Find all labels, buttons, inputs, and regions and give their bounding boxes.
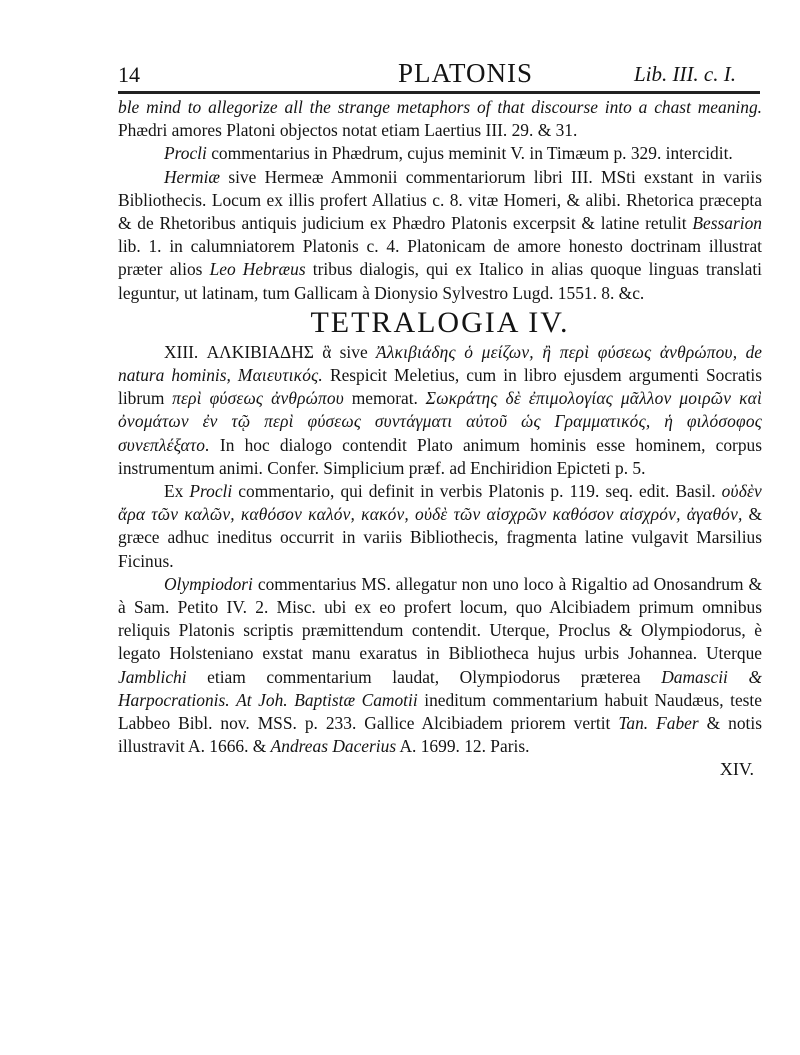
paragraph-text: sive Hermeæ Ammonii commentariorum libri III. MSti exstant in variis Bibliothecis. Locum ex illis profert Allatius c. 8. vitæ Homeri, & alibi. Rhetorica præcepta & de Rhetoribus antiquis judicium ex Phædro Platonis excerpsit & latine retulit <box>118 166 762 234</box>
greek-text: οὐδὲν ἄρα τῶν καλῶν, καθόσον καλόν, κακόν, οὐδὲ τῶν αἰσχρῶν καθόσον αἰσχρόν, ἀγαθόν, <box>118 481 762 525</box>
paragraph-text: & græce adhuc ineditus occurrit in variis Bibliothecis, fragmenta latine vulgavit Marsilius Ficinus. <box>118 504 762 571</box>
author-name: Jamblichi <box>118 666 187 687</box>
paragraph-text: etiam commentarium laudat, Olympiodorus præterea <box>207 666 641 687</box>
paragraph-text: commentarius in Phædrum, cujus meminit V. in Timæum p. 329. intercidit. <box>211 143 733 164</box>
paragraph-1 <box>118 96 762 142</box>
page-number: 14 <box>118 62 140 87</box>
paragraph-text: lib. 1. in calumniatorem Platonis c. 4. Platonicam de amore honesto doctrinam illustrat præter alios <box>118 236 762 280</box>
paragraph-text: & notis illustravit A. 1666. & <box>118 713 762 757</box>
running-header <box>118 54 766 94</box>
english-quote: ble mind to allegorize all the strange metaphors of that discourse into a chast meaning. <box>118 97 762 117</box>
paragraph-procli <box>118 142 762 165</box>
latin-gloss: de natura hominis, <box>118 341 762 386</box>
author-name: At Joh. Baptistæ Camotii <box>236 689 418 710</box>
author-name: Procli <box>189 481 233 502</box>
page-body <box>118 96 762 782</box>
paragraph-text: memorat. <box>351 388 418 409</box>
paragraph-text: XIII. ΑΛΚΙΒΙΑΔΗΣ ἃ sive <box>164 341 368 362</box>
section-heading: TETRALOGIA IV. <box>310 305 570 339</box>
running-reference: Lib. III. c. I. <box>633 62 736 86</box>
author-name: Andreas Dacerius <box>270 736 397 757</box>
author-name: Bessarion <box>692 213 762 234</box>
greek-text: Σωκράτης δὲ ἐπιμολογίας μᾶλλον μοιρῶν καὶ ὀνομάτων ἐν τῷ περὶ φύσεως συντάγματι αὐτοῦ ὡς Γραμματικός, ἡ φιλόσοφος συνεπλέξατο. <box>118 388 762 455</box>
paragraph-text: tribus dialogis, qui ex Italico in alias quoque linguas translati leguntur, ut latinam, tum Gallicam à Dionysio Sylvestro Lugd. 1551. 8. &c. <box>118 259 763 303</box>
author-name: Leo Hebræus <box>209 259 306 280</box>
paragraph-text: A. 1699. 12. Paris. <box>399 736 530 757</box>
author-name: Olympiodori <box>164 573 253 594</box>
greek-text: περὶ φύσεως ἀνθρώπου <box>172 388 344 409</box>
author-name: Procli <box>164 143 207 164</box>
author-name: Tan. Faber <box>618 713 699 734</box>
paragraph-olympiodori <box>118 573 762 759</box>
paragraph-text: ineditum commentarium habuit Naudæus, teste Labbeo Bibl. nov. MSS. p. 233. Gallice Alcibiadem priorem vertit <box>118 689 762 734</box>
paragraph-text: In hoc dialogo contendit Plato animum hominis esse hominem, corpus instrumentum animi. Confer. Simplicium præf. ad Enchiridion Epicteti p. 5. <box>118 434 762 478</box>
paragraph-procli-commentary <box>118 480 762 573</box>
paragraph-text: Respicit Meletius, cum in libro ejusdem argumenti Socratis librum <box>118 365 763 409</box>
paragraph-alcibiades <box>118 341 762 480</box>
greek-text: Ἀλκιβιάδης ὁ μείζων, ἢ περὶ φύσεως ἀνθρώπου, <box>376 341 738 362</box>
paragraph-text: commentario, qui definit in verbis Platonis p. 119. seq. edit. Basil. <box>238 481 716 502</box>
running-title: PLATONIS <box>398 58 534 88</box>
paragraph-text: Ex <box>164 481 184 502</box>
paragraph-text: commentarius MS. allegatur non uno loco à Rigaltio ad Onosandrum & à Sam. Petito IV. 2. Misc. ubi ex eo profert locum, quo Alcibiadem primum omnibus reliquis Platonis scriptis præmittendum contendit. Uterque, Proclus & Olympiodorus, è legato Holsteniano exstat manu exaratus in Bibliotheca hujus urbis Johannea. Uterque <box>118 573 762 664</box>
paragraph-1-text: Phædri amores Platoni objectos notat etiam Laertius III. 29. & 31. <box>118 120 578 141</box>
catchword: XIV. <box>719 759 754 780</box>
author-name: Hermiæ <box>164 166 221 187</box>
paragraph-hermiae <box>118 166 762 305</box>
header-rule <box>118 91 760 94</box>
greek-text: Μαιευτικός. <box>237 365 323 386</box>
author-name: Damascii & Harpocrationis. <box>118 666 762 710</box>
